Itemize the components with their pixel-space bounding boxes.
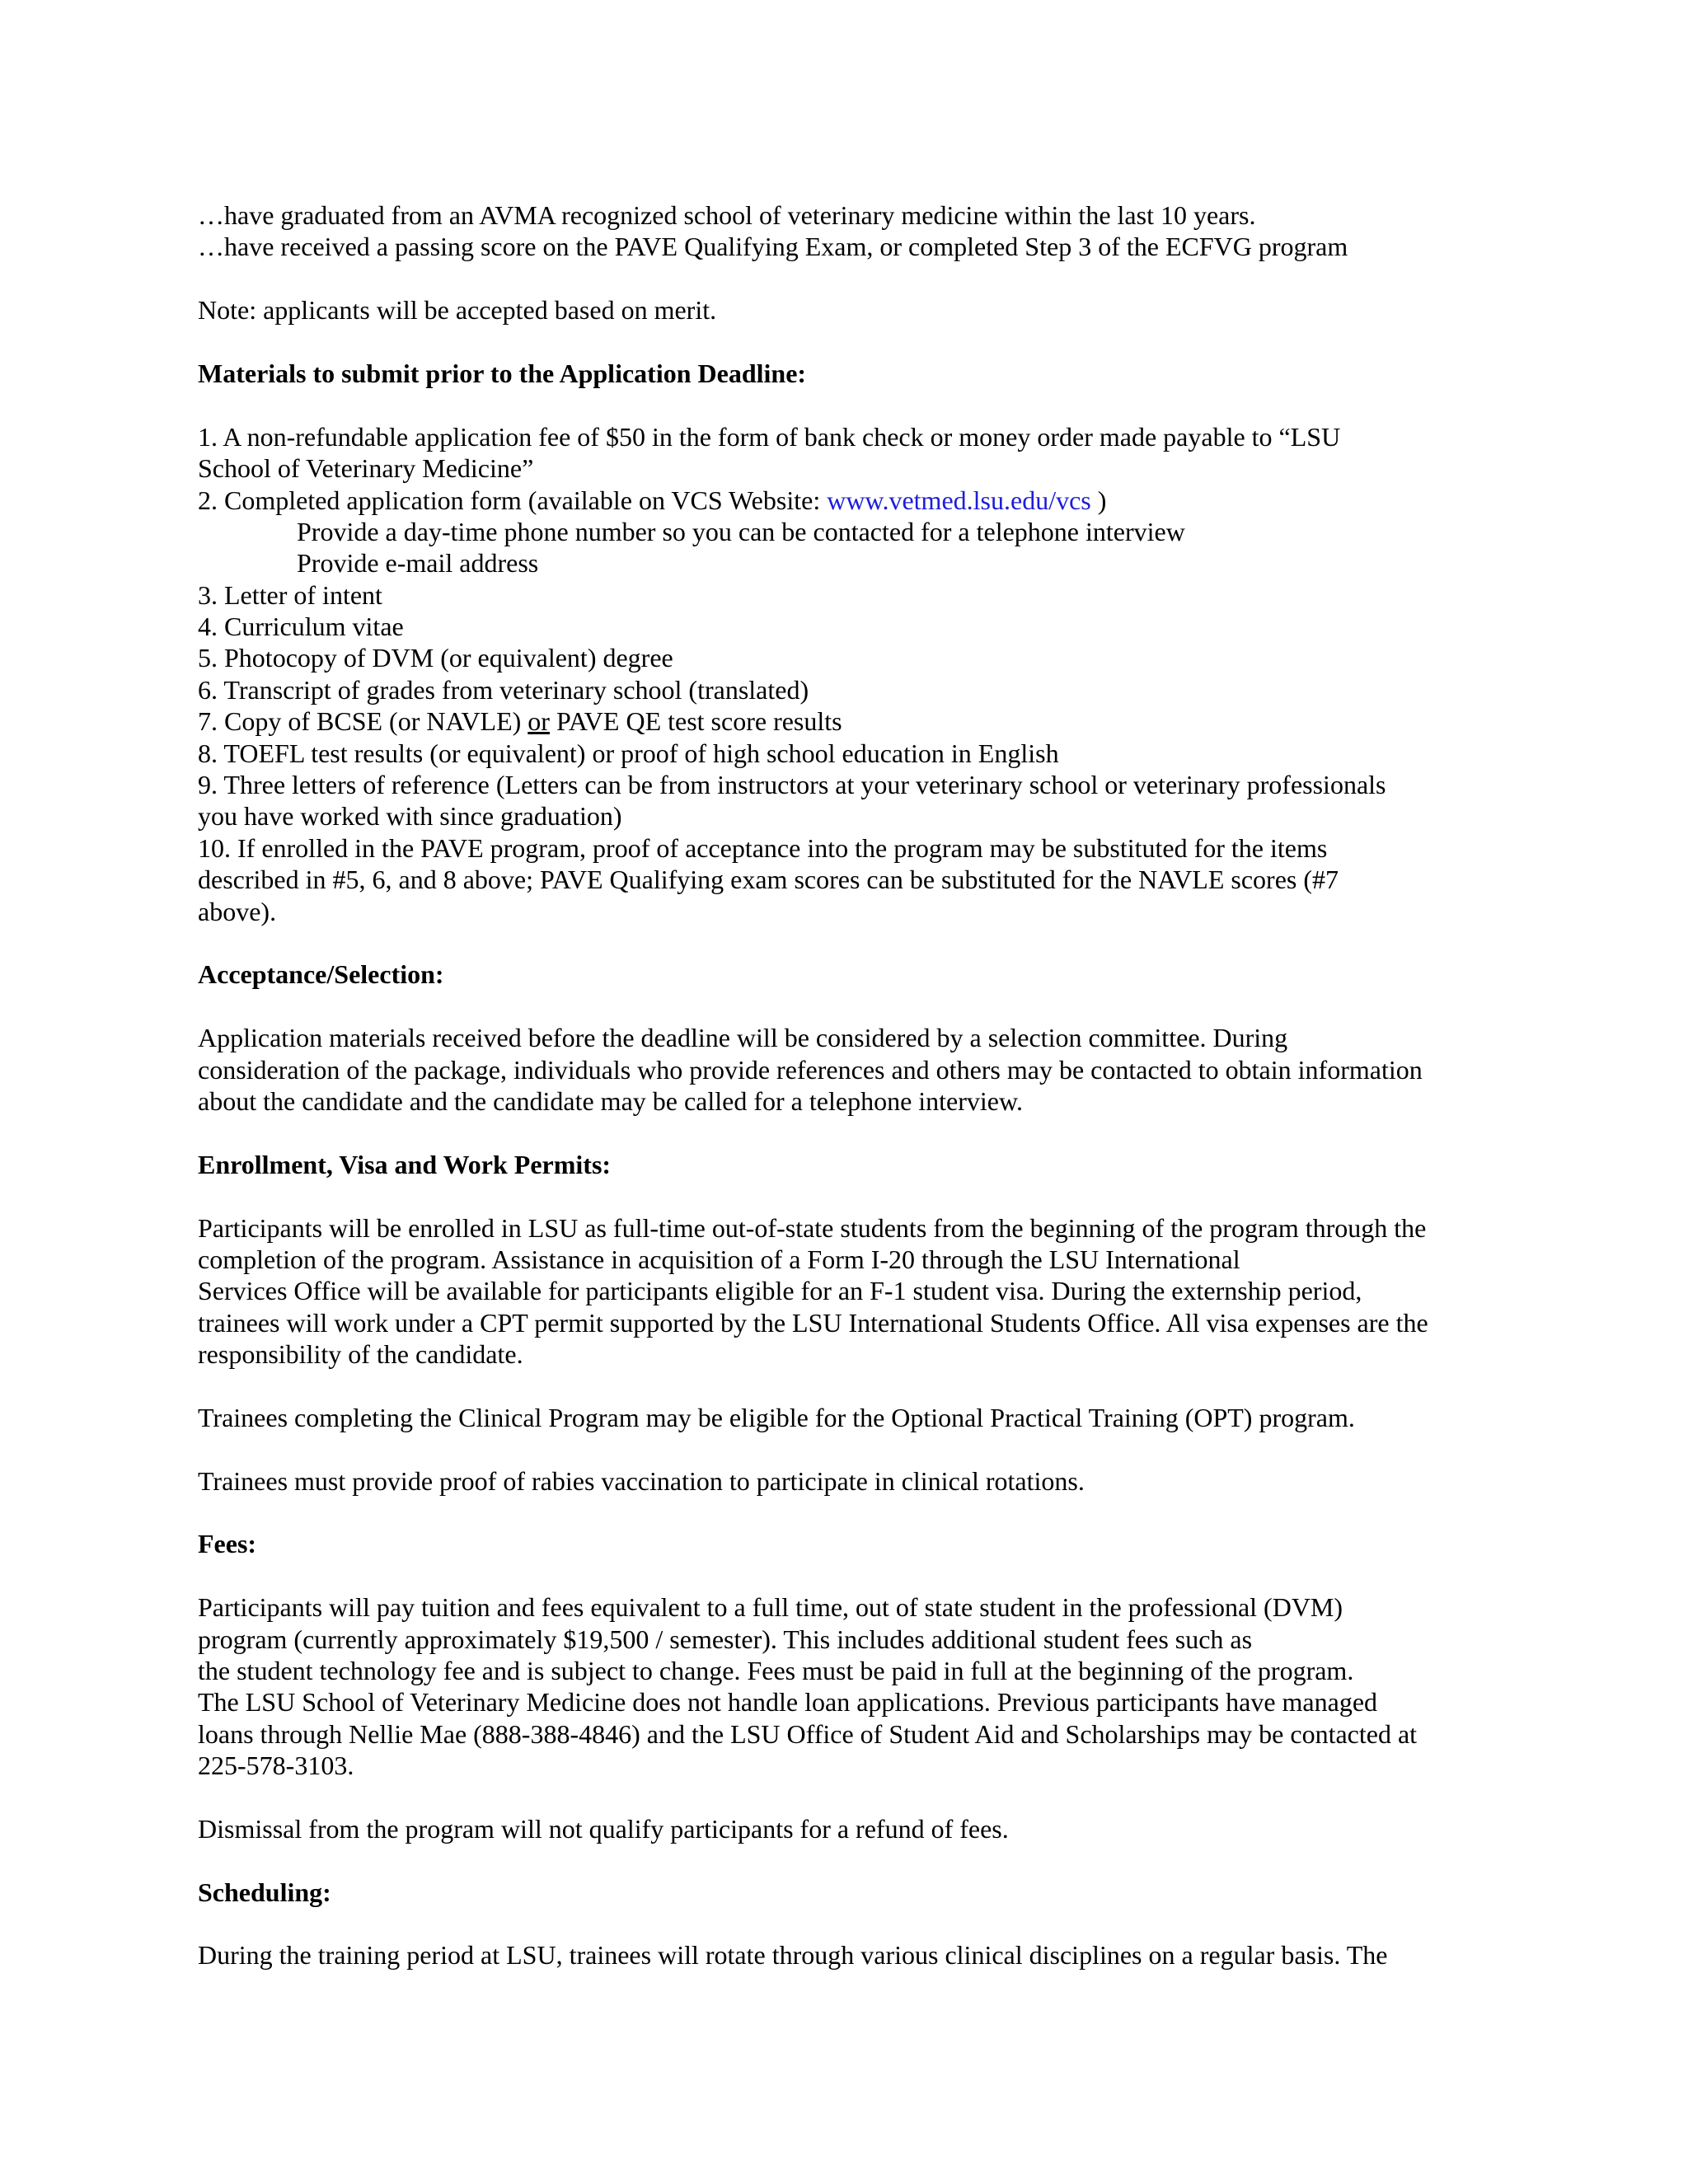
fees-heading: Fees: xyxy=(198,1529,257,1559)
spacer xyxy=(198,927,1500,958)
materials-item-9-cont: you have worked with since graduation) xyxy=(198,801,622,832)
materials-item-10-cont: described in #5, 6, and 8 above; PAVE Qualifying exam scores can be substituted for the NAVLE scores (#7 xyxy=(198,865,1339,895)
fees-paragraph-line: the student technology fee and is subject to change. Fees must be paid in full at the beginning of the program. xyxy=(198,1655,1354,1685)
opt-paragraph: Trainees completing the Clinical Program may be eligible for the Optional Practical Training (OPT) program. xyxy=(198,1402,1355,1432)
materials-item-2-text: 2. Completed application form (available on VCS Website: xyxy=(198,485,828,515)
materials-item-3: 3. Letter of intent xyxy=(198,579,382,610)
materials-item-2-sub-phone: Provide a day-time phone number so you can be contacted for a telephone interview xyxy=(297,516,1185,546)
materials-item-4: 4. Curriculum vitae xyxy=(198,612,404,642)
spacer xyxy=(198,1908,1500,1939)
spacer xyxy=(198,1497,1500,1528)
materials-item-7 xyxy=(198,705,1500,737)
materials-item-7-suffix: PAVE QE test score results xyxy=(549,706,842,737)
materials-heading: Materials to submit prior to the Application Deadline: xyxy=(198,358,807,388)
fees-paragraph-line: Participants will pay tuition and fees equivalent to a full time, out of state student in the professional (DVM) xyxy=(198,1592,1343,1623)
criteria-line: …have graduated from an AVMA recognized school of veterinary medicine within the last 10 years. xyxy=(198,200,1256,230)
scheduling-heading: Scheduling: xyxy=(198,1877,331,1907)
enrollment-paragraph-line: trainees will work under a CPT permit supported by the LSU International Students Office. All visa expenses are the xyxy=(198,1307,1428,1338)
acceptance-heading: Acceptance/Selection: xyxy=(198,959,444,990)
spacer xyxy=(198,991,1500,1022)
spacer xyxy=(198,1844,1500,1876)
document-body xyxy=(198,199,1500,1971)
enrollment-paragraph-line: Participants will be enrolled in LSU as full-time out-of-state students from the beginning of the program through the xyxy=(198,1212,1427,1243)
spacer xyxy=(198,1560,1500,1591)
materials-item-10: 10. If enrolled in the PAVE program, proof of acceptance into the program may be substituted for the items xyxy=(198,832,1328,863)
enrollment-heading: Enrollment, Visa and Work Permits: xyxy=(198,1149,612,1179)
spacer xyxy=(198,389,1500,420)
materials-item-2-sub-email: Provide e-mail address xyxy=(297,548,539,579)
fees-paragraph-line: 225-578-3103. xyxy=(198,1750,354,1781)
fees-paragraph-line: program (currently approximately $19,500 / semester). This includes additional student fees such as xyxy=(198,1624,1253,1654)
materials-item-1: 1. A non-refundable application fee of $50 in the form of bank check or money order made payable to “LSU xyxy=(198,421,1341,452)
spacer xyxy=(198,1433,1500,1465)
materials-item-5: 5. Photocopy of DVM (or equivalent) degree xyxy=(198,643,673,673)
spacer xyxy=(198,1180,1500,1212)
dismissal-paragraph: Dismissal from the program will not qualify participants for a refund of fees. xyxy=(198,1813,1009,1844)
merit-note: Note: applicants will be accepted based on merit. xyxy=(198,295,717,326)
materials-item-2 xyxy=(198,485,1500,516)
spacer xyxy=(198,1782,1500,1813)
acceptance-paragraph-line: Application materials received before the deadline will be considered by a selection committee. During xyxy=(198,1023,1288,1053)
rabies-paragraph: Trainees must provide proof of rabies vaccination to participate in clinical rotations. xyxy=(198,1465,1085,1496)
spacer xyxy=(198,263,1500,294)
spacer xyxy=(198,1370,1500,1401)
acceptance-paragraph-line: about the candidate and the candidate may be called for a telephone interview. xyxy=(198,1085,1024,1116)
acceptance-paragraph-line: consideration of the package, individuals who provide references and others may be contacted to obtain information xyxy=(198,1054,1423,1085)
underlined-or: or xyxy=(528,706,550,737)
enrollment-paragraph-line: responsibility of the candidate. xyxy=(198,1339,523,1370)
fees-paragraph-line: The LSU School of Veterinary Medicine does not handle loan applications. Previous participants have managed xyxy=(198,1687,1378,1718)
spacer xyxy=(198,326,1500,358)
materials-item-2-suffix: ) xyxy=(1090,485,1107,515)
materials-item-6: 6. Transcript of grades from veterinary school (translated) xyxy=(198,674,809,705)
materials-item-1-cont: School of Veterinary Medicine” xyxy=(198,453,534,484)
materials-item-7-text: 7. Copy of BCSE (or NAVLE) xyxy=(198,706,528,737)
enrollment-paragraph-line: Services Office will be available for participants eligible for an F-1 student visa. During the externship period, xyxy=(198,1276,1362,1306)
criteria-line: …have received a passing score on the PAVE Qualifying Exam, or completed Step 3 of the ECFVG program xyxy=(198,232,1348,262)
fees-paragraph-line: loans through Nellie Mae (888-388-4846) and the LSU Office of Student Aid and Scholarships may be contacted at xyxy=(198,1718,1418,1749)
vcs-website-link[interactable]: www.vetmed.lsu.edu/vcs xyxy=(827,485,1091,515)
materials-item-9: 9. Three letters of reference (Letters can be from instructors at your veterinary school or veterinary professionals xyxy=(198,770,1386,800)
enrollment-paragraph-line: completion of the program. Assistance in acquisition of a Form I-20 through the LSU International xyxy=(198,1244,1240,1274)
materials-item-10-cont: above). xyxy=(198,896,277,926)
materials-item-8: 8. TOEFL test results (or equivalent) or proof of high school education in English xyxy=(198,738,1059,768)
scheduling-paragraph-line: During the training period at LSU, trainees will rotate through various clinical disciplines on a regular basis. The xyxy=(198,1940,1388,1971)
spacer xyxy=(198,1117,1500,1148)
